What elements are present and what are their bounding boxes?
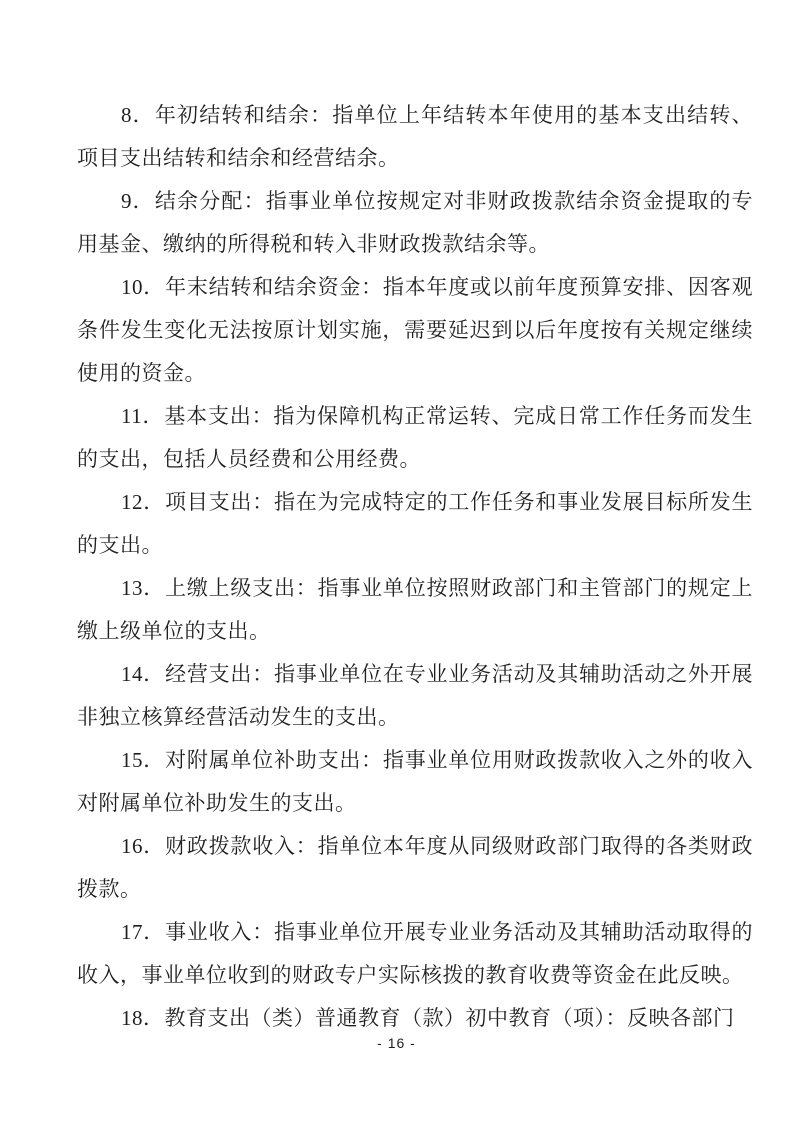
paragraph — [77, 653, 753, 739]
paragraph — [77, 567, 753, 653]
text-line: 14．经营支出：指事业单位在专业业务活动及其辅助活动之外开展 — [121, 662, 753, 686]
paragraph — [77, 266, 753, 395]
text-line: 13．上缴上级支出：指事业单位按照财政部门和主管部门的规定上 — [121, 576, 753, 600]
text-line: 使用的资金。 — [77, 361, 206, 385]
paragraph — [77, 911, 753, 997]
text-line: 的支出。 — [77, 533, 163, 557]
text-line: 15．对附属单位补助支出：指事业单位用财政拨款收入之外的收入 — [121, 748, 753, 772]
paragraph — [77, 180, 753, 266]
text-line: 8．年初结转和结余：指单位上年结转本年使用的基本支出结转、 — [121, 103, 753, 127]
text-line: 16．财政拨款收入：指单位本年度从同级财政部门取得的各类财政 — [121, 834, 753, 858]
text-line: 11．基本支出：指为保障机构正常运转、完成日常工作任务而发生 — [121, 404, 753, 428]
text-line: 缴上级单位的支出。 — [77, 619, 271, 643]
paragraph — [77, 94, 753, 180]
text-line: 非独立核算经营活动发生的支出。 — [77, 705, 400, 729]
text-line: 17．事业收入：指事业单位开展专业业务活动及其辅助活动取得的 — [121, 920, 753, 944]
page-number: - 16 - — [377, 1035, 416, 1051]
text-line: 18．教育支出（类）普通教育（款）初中教育（项）：反映各部门 — [121, 1006, 735, 1030]
text-line: 项目支出结转和结余和经营结余。 — [77, 146, 400, 170]
paragraph — [77, 825, 753, 911]
text-line: 拨款。 — [77, 877, 142, 901]
paragraph — [77, 481, 753, 567]
paragraph — [77, 739, 753, 825]
text-line: 用基金、缴纳的所得税和转入非财政拨款结余等。 — [77, 232, 550, 256]
text-line: 12．项目支出：指在为完成特定的工作任务和事业发展目标所发生 — [121, 490, 753, 514]
paragraph — [77, 395, 753, 481]
text-line: 9．结余分配：指事业单位按规定对非财政拨款结余资金提取的专 — [121, 189, 753, 213]
text-line: 对附属单位补助发生的支出。 — [77, 791, 357, 815]
text-line: 的支出，包括人员经费和公用经费。 — [77, 447, 421, 471]
text-line: 10．年末结转和结余资金：指本年度或以前年度预算安排、因客观 — [121, 275, 753, 299]
document-body — [77, 94, 753, 1040]
text-line: 收入，事业单位收到的财政专户实际核拨的教育收费等资金在此反映。 — [77, 963, 744, 987]
text-line: 条件发生变化无法按原计划实施，需要延迟到以后年度按有关规定继续 — [77, 318, 753, 342]
